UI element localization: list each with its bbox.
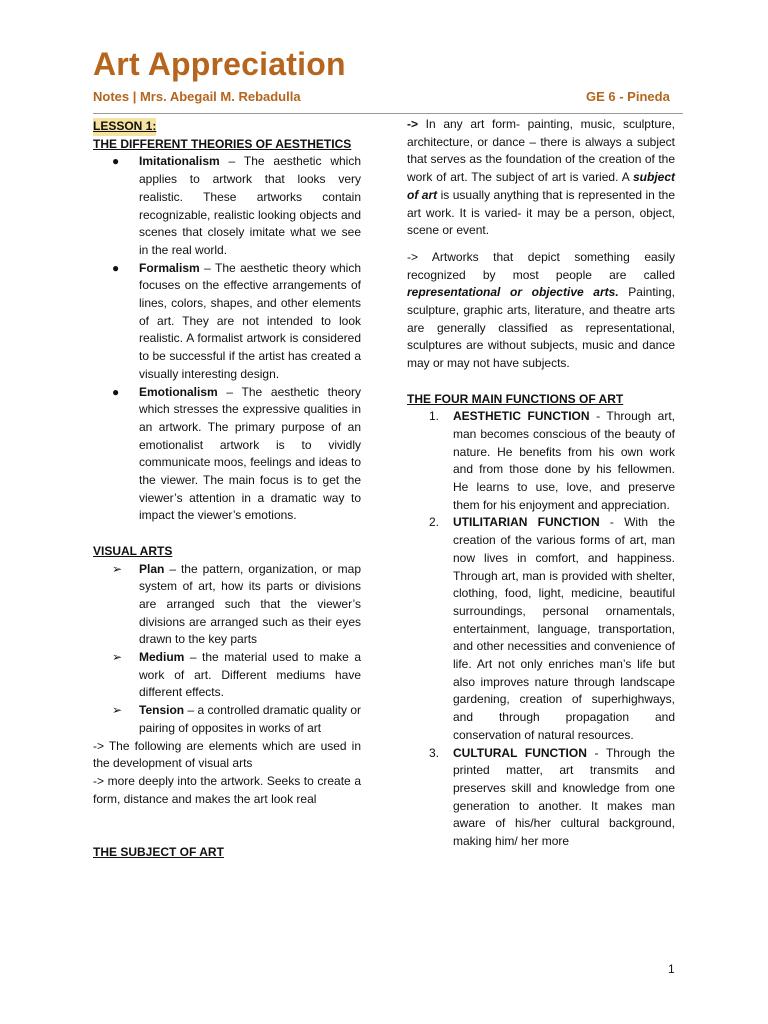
item-number: 2. bbox=[429, 515, 440, 530]
visual-text: – the pattern, organization, or map system of art, how its parts or divisions are arranged such that the viewer’s divisions are arranged such as their eyes drawn to the key parts bbox=[139, 561, 361, 647]
header-divider bbox=[93, 113, 683, 114]
visual-term: Medium bbox=[139, 650, 185, 665]
subject-term: subject of art bbox=[407, 170, 675, 202]
arrow-bullet-icon: ➢ bbox=[112, 650, 123, 665]
theory-text: – The aesthetic theory which stresses the expressive qualities in an artwork. The primary purpose of an emotionalist artwork is to vividly communicate moos, feelings and ideas to the viewer. The main focus is to get the viewer’s attention in a dramatic way to impact the viewer’s emotions. bbox=[139, 384, 361, 523]
arrow-marker: -> bbox=[407, 117, 419, 131]
subject-heading: THE SUBJECT OF ART bbox=[93, 844, 224, 859]
theory-term: Imitationalism bbox=[139, 154, 220, 169]
right-column bbox=[407, 116, 675, 851]
course-label: GE 6 - Pineda bbox=[586, 89, 670, 104]
notes-author: Notes | Mrs. Abegail M. Rebadulla bbox=[93, 89, 301, 104]
list-item bbox=[93, 260, 361, 384]
visual-text: – the material used to make a work of art. Different mediums have different effects. bbox=[139, 650, 361, 700]
subject-paragraph: -> In any art form- painting, music, sculpture, architecture, or dance – there is always a subject that serves as the foundation of the creation of the work of art. The subject of art is varied. A subject of art is usually anything that is represented in the art work. It is varied- it may be a person, object, scene or event. bbox=[407, 117, 676, 238]
function-term: UTILITARIAN FUNCTION bbox=[453, 515, 600, 530]
list-item bbox=[407, 514, 675, 744]
function-term: AESTHETIC FUNCTION bbox=[453, 409, 590, 424]
function-text: - With the creation of the various forms of art, man now lives in comfort, and happiness. Through art, man is provided with shelter, clothing, food, light, medicine, beautiful surroundings, personal ornamentals, entertainment, language, transportation, and other necessities and convenience of life. Art not only enriches man’s life but also improves nature through landscape gardening, creation of superhighways, and through propagation and conservation of natural resources. bbox=[453, 515, 675, 742]
representational-term: representational or objective arts. bbox=[407, 285, 619, 300]
elements-note: -> The following are elements which are used in the development of visual arts bbox=[93, 738, 361, 771]
function-text: - Through art, man becomes conscious of the beauty of nature. He benefits from his own work and from those done by his fellowmen. He learns to use, love, and preserve them for his enjoyment and appreciation. bbox=[453, 409, 675, 512]
theory-term: Emotionalism bbox=[139, 384, 218, 399]
bullet-icon: ● bbox=[112, 260, 120, 275]
list-item bbox=[93, 561, 361, 650]
lesson-label: LESSON 1: bbox=[93, 118, 156, 136]
theory-text: – The aesthetic theory which focuses on the effective arrangements of lines, colors, shapes, and other elements of art. They are not intended to look realistic. A formalist artwork is considered to be successful if the artist has created a visually interesting design. bbox=[139, 260, 361, 381]
item-number: 3. bbox=[429, 745, 440, 760]
visual-text: – a controlled dramatic quality or pairing of opposites in works of art bbox=[139, 703, 361, 735]
bullet-icon: ● bbox=[112, 154, 120, 169]
representational-paragraph: -> Artworks that depict something easily recognized by most people are called representational or objective arts. Painting, sculpture, graphic arts, literature, and theatre arts are generally classified as representational, sculptures are without subjects, music and dance may or may not have subjects. bbox=[407, 249, 675, 371]
item-number: 1. bbox=[429, 409, 440, 424]
bullet-icon: ● bbox=[112, 384, 120, 399]
visual-arts-heading: VISUAL ARTS bbox=[93, 543, 173, 558]
visual-term: Tension bbox=[139, 703, 185, 718]
page-number: 1 bbox=[668, 962, 675, 976]
function-term: CULTURAL FUNCTION bbox=[453, 745, 587, 760]
arrow-bullet-icon: ➢ bbox=[112, 561, 123, 576]
list-item bbox=[93, 153, 361, 259]
arrow-bullet-icon: ➢ bbox=[112, 703, 123, 718]
list-item bbox=[93, 384, 361, 526]
functions-heading: THE FOUR MAIN FUNCTIONS OF ART bbox=[407, 391, 624, 406]
theories-heading: THE DIFFERENT THEORIES OF AESTHETICS bbox=[93, 136, 352, 151]
list-item bbox=[93, 702, 361, 737]
visual-term: Plan bbox=[139, 561, 165, 576]
depth-note: -> more deeply into the artwork. Seeks to create a form, distance and makes the art look real bbox=[93, 774, 361, 806]
list-item bbox=[407, 745, 675, 851]
page-title: Art Appreciation bbox=[93, 46, 346, 82]
list-item bbox=[407, 408, 675, 514]
theory-text: – The aesthetic which applies to artwork that looks very realistic. These artworks contain recognizable, realistic looking objects and scenes that closely imitate what we see in the real world. bbox=[139, 154, 361, 257]
left-column bbox=[93, 118, 361, 861]
list-item bbox=[93, 649, 361, 702]
theory-term: Formalism bbox=[139, 260, 200, 275]
function-text: - Through the printed matter, art transmits and preserves skill and knowledge from one generation to another. It makes man aware of his/her cultural background, making him/ her more bbox=[453, 745, 675, 849]
